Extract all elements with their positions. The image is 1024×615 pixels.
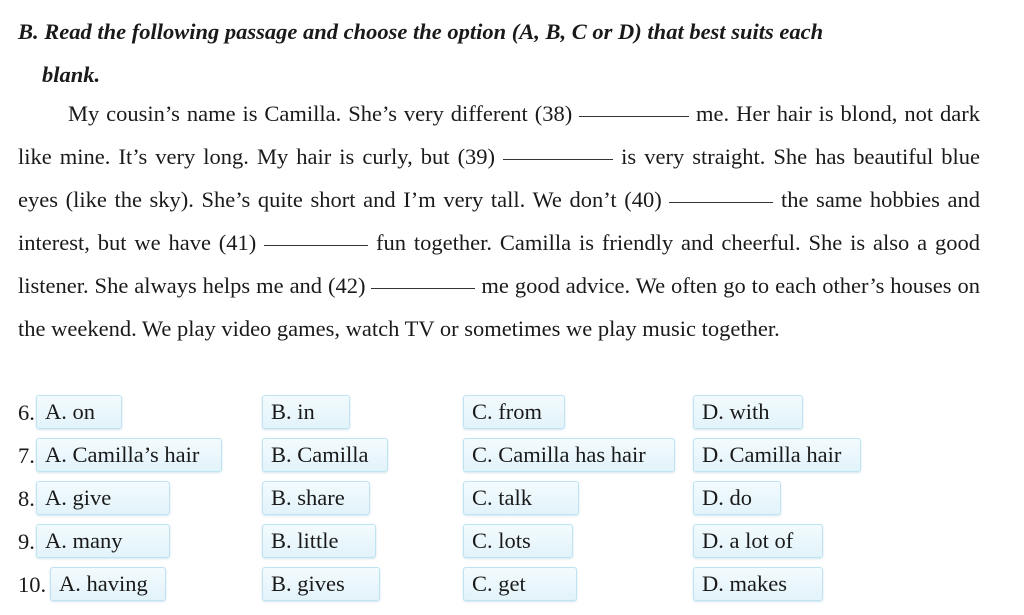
option-a[interactable]: A. on: [36, 395, 122, 429]
blank-39: [503, 159, 613, 160]
question-number: 6.: [18, 400, 35, 425]
option-d[interactable]: D. a lot of: [693, 524, 823, 558]
question-number: 10.: [18, 572, 47, 597]
option-a[interactable]: A. having: [50, 567, 166, 601]
option-a[interactable]: A. give: [36, 481, 170, 515]
option-b[interactable]: B. share: [262, 481, 370, 515]
passage-text-6: me good advice. We often go to each other’s houses on the weekend. We play video games, watch TV or sometimes we play music together.: [18, 273, 981, 341]
option-d[interactable]: D. with: [693, 395, 803, 429]
option-d[interactable]: D. makes: [693, 567, 823, 601]
question-number: 9.: [18, 529, 35, 554]
passage: [18, 92, 980, 350]
question-number: 7.: [18, 443, 35, 468]
question-row: [0, 395, 1024, 431]
option-b[interactable]: B. little: [262, 524, 376, 558]
question-row: [0, 438, 1024, 474]
option-c[interactable]: C. from: [463, 395, 565, 429]
question-row: [0, 524, 1024, 560]
option-d[interactable]: D. do: [693, 481, 781, 515]
question-row: [0, 481, 1024, 517]
passage-text-5: fun together. Camilla is friendly and cheerful. She is also a good listener. She always helps me and (42): [18, 230, 981, 298]
blank-41: [264, 245, 368, 246]
option-c[interactable]: C. lots: [463, 524, 573, 558]
blank-38: [579, 116, 689, 117]
blank-42: [371, 288, 475, 289]
passage-text-4: the same hobbies and interest, but we have (41): [18, 187, 981, 255]
passage-text-3: is very straight. She has beautiful blue eyes (like the sky). She’s quite short and I’m very tall. We don’t (40): [18, 144, 980, 212]
option-b[interactable]: B. gives: [262, 567, 380, 601]
option-b[interactable]: B. in: [262, 395, 350, 429]
instruction-heading: [18, 10, 993, 96]
passage-text-2: me. Her hair is blond, not dark like mine. It’s very long. My hair is curly, but (39): [18, 101, 981, 169]
option-c[interactable]: C. Camilla has hair: [463, 438, 675, 472]
question-row: [0, 567, 1024, 603]
option-c[interactable]: C. talk: [463, 481, 579, 515]
question-number: 8.: [18, 486, 35, 511]
blank-40: [669, 202, 773, 203]
instruction-line-1: B. Read the following passage and choose the option (A, B, C or D) that best suits each: [18, 19, 824, 44]
option-a[interactable]: A. Camilla’s hair: [36, 438, 222, 472]
option-d[interactable]: D. Camilla hair: [693, 438, 861, 472]
instruction-line-2: blank.: [42, 62, 101, 87]
option-b[interactable]: B. Camilla: [262, 438, 388, 472]
option-a[interactable]: A. many: [36, 524, 170, 558]
option-c[interactable]: C. get: [463, 567, 577, 601]
passage-text-1: My cousin’s name is Camilla. She’s very different (38): [68, 101, 580, 126]
